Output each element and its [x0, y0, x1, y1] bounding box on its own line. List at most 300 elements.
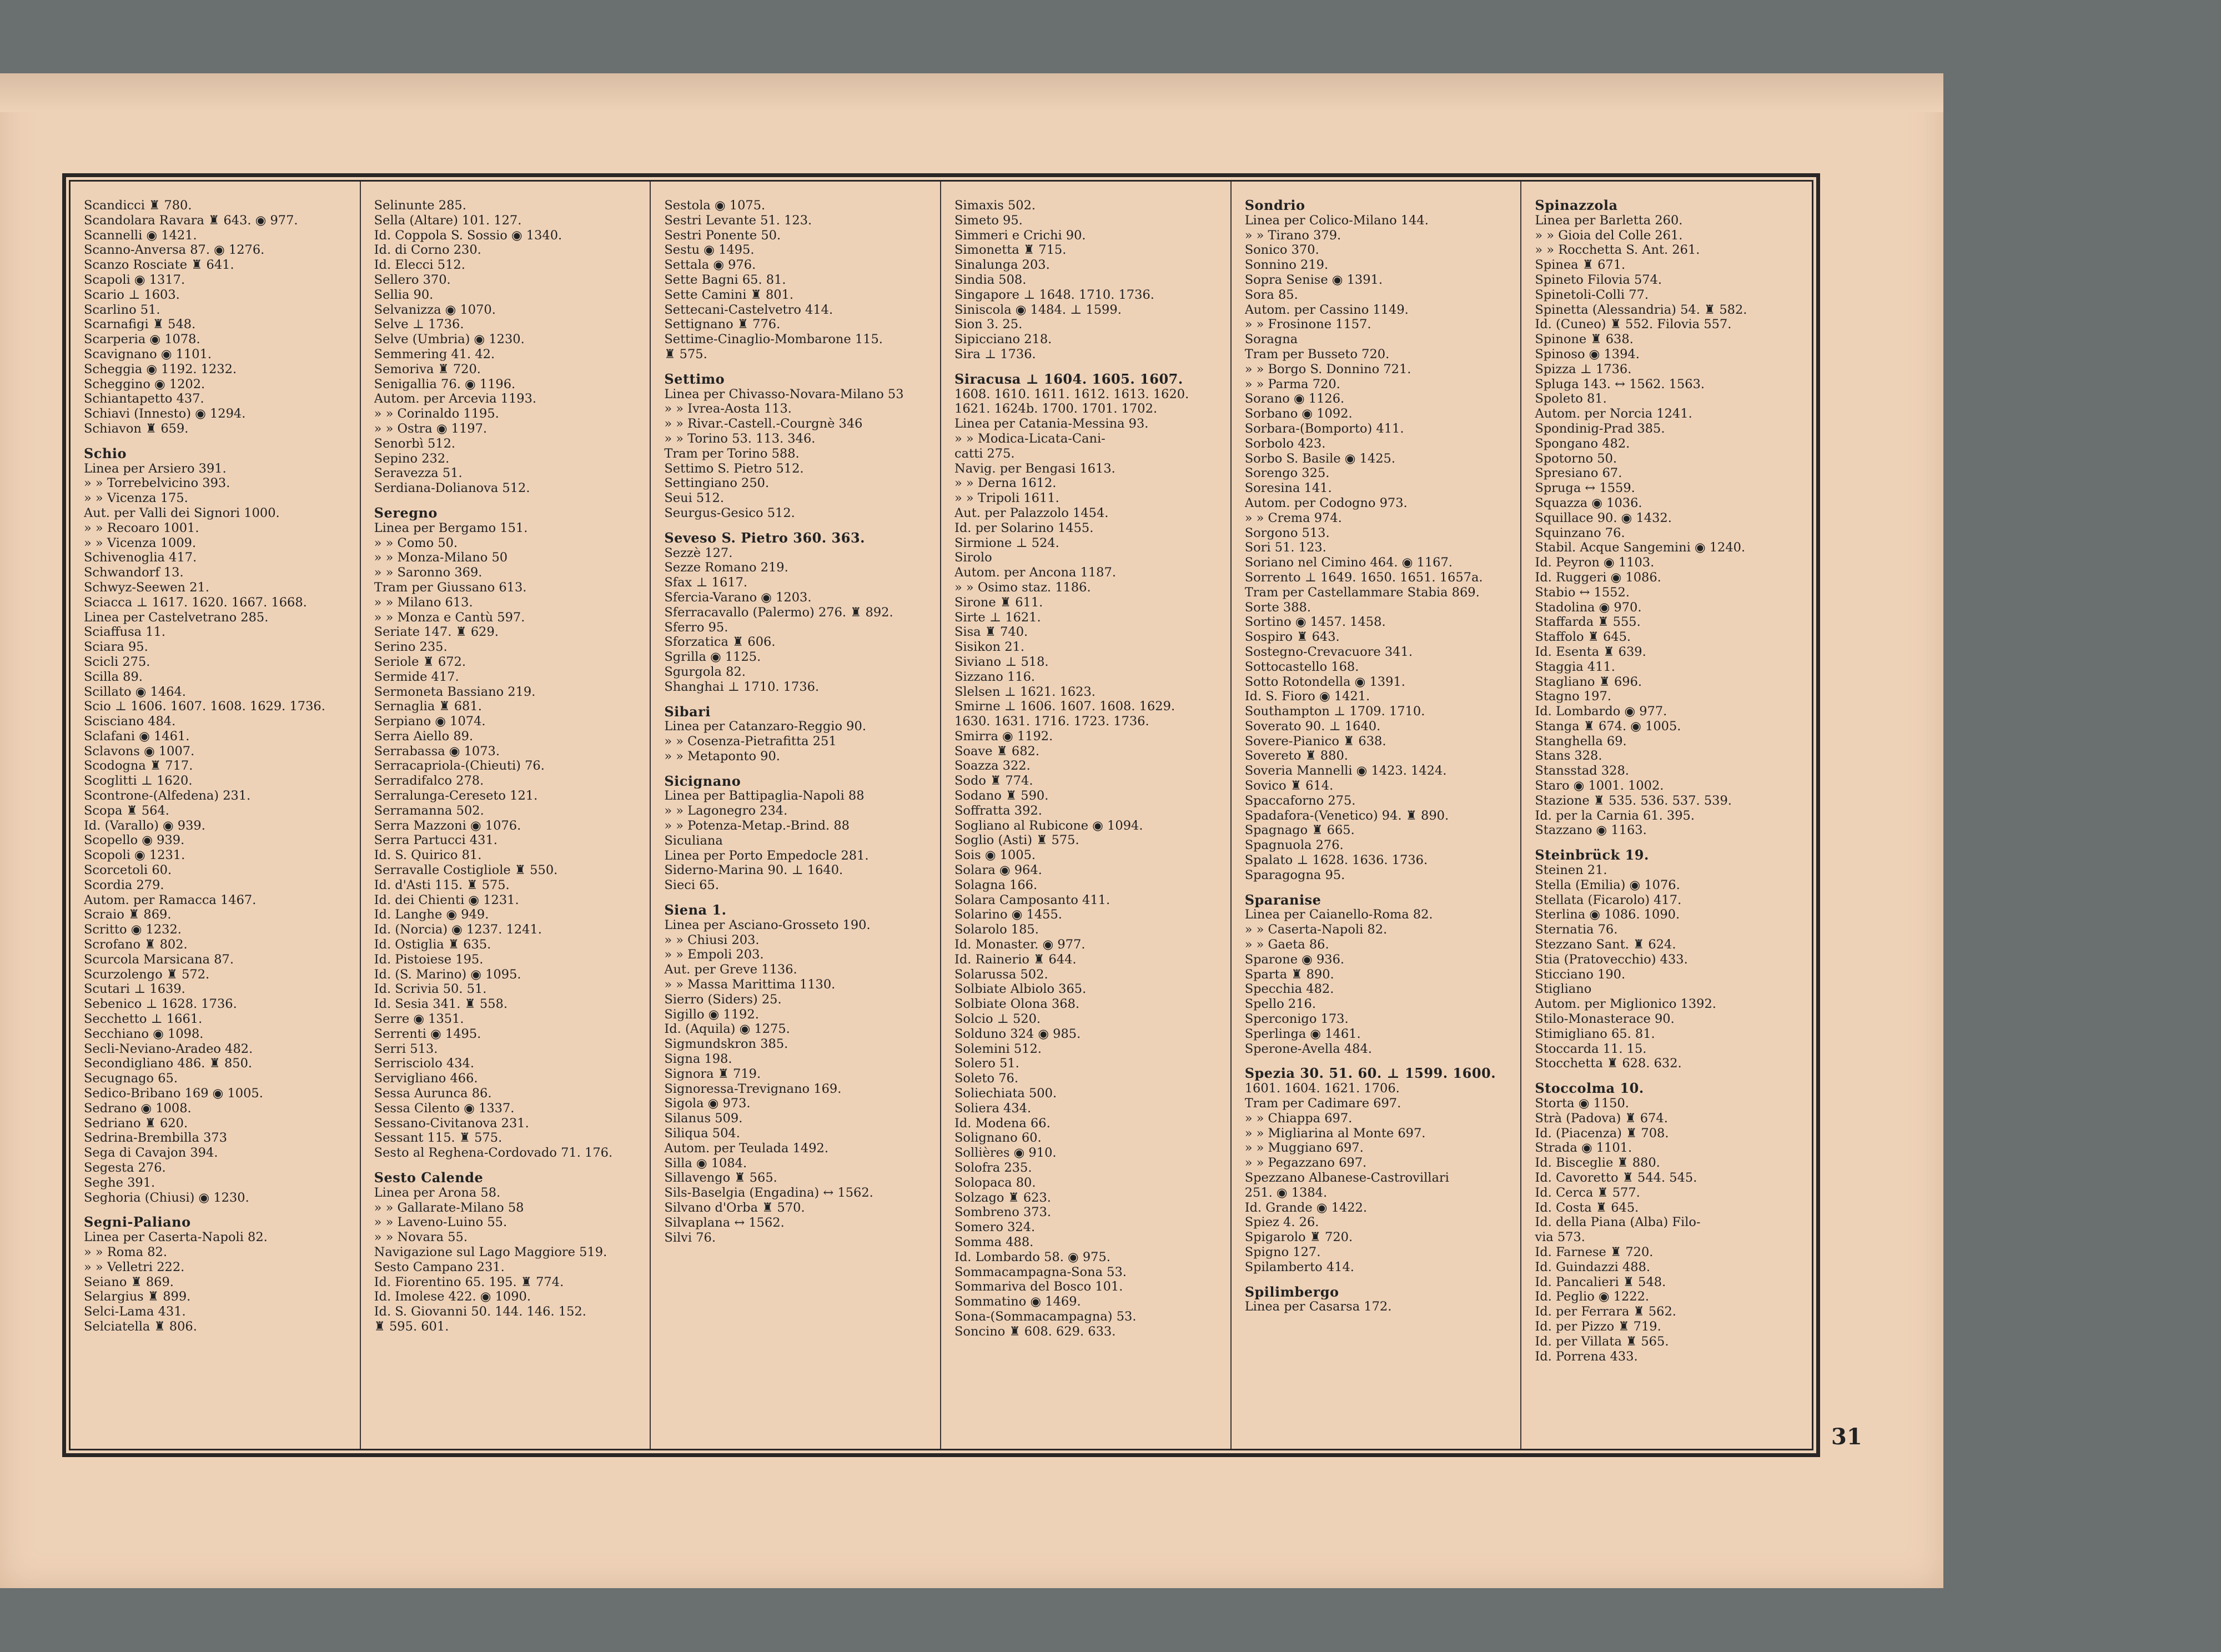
index-entry: Linea per Asciano-Grosseto 190.: [664, 917, 871, 932]
index-entry: Linea per Catanzaro-Reggio 90.: [664, 719, 866, 734]
index-heading: Segni-Paliano: [84, 1215, 191, 1231]
index-entry: Sogliano al Rubicone ◉ 1094.: [954, 818, 1143, 833]
index-entry: Sedico-Bribano 169 ◉ 1005.: [84, 1086, 263, 1101]
index-entry: Schiavi (Innesto) ◉ 1294.: [84, 406, 246, 421]
index-entry: Spinetta (Alessandria) 54. ♜ 582.: [1535, 302, 1747, 317]
index-entry: Settala ◉ 976.: [664, 258, 756, 273]
index-entry: Sella (Altare) 101. 127.: [374, 213, 522, 228]
index-entry: Linea per Porto Empedocle 281.: [664, 848, 869, 863]
index-entry: Sizzano 116.: [954, 669, 1036, 684]
index-entry: Soazza 322.: [954, 759, 1031, 774]
index-entry: Spoleto 81.: [1535, 391, 1607, 406]
index-entry: Somma 488.: [954, 1234, 1034, 1249]
index-entry: Scorcetoli 60.: [84, 863, 172, 878]
index-entry: Schivenoglia 417.: [84, 550, 197, 565]
index-entry: Tram per Torino 588.: [664, 446, 800, 461]
index-entry: » » Frosinone 1157.: [1244, 317, 1371, 332]
index-entry: Stansstad 328.: [1535, 764, 1629, 779]
index-entry: Silvi 76.: [664, 1230, 716, 1245]
index-entry: » » Vicenza 175.: [84, 491, 188, 506]
index-entry: Id. S. Giovanni 50. 144. 146. 152.: [374, 1304, 586, 1319]
index-table: [69, 180, 1813, 1450]
index-entry: Linea per Barletta 260.: [1535, 213, 1683, 228]
index-entry: Aut. per Valli dei Signori 1000.: [84, 505, 280, 520]
index-entry: Soragna: [1244, 332, 1298, 347]
index-entry: Sedrano ◉ 1008.: [84, 1101, 192, 1116]
index-entry: Id. Cerca ♜ 577.: [1535, 1185, 1640, 1200]
index-entry: Id. Coppola S. Sossio ◉ 1340.: [374, 228, 562, 243]
index-entry: Autom. per Norcia 1241.: [1535, 406, 1692, 421]
index-entry: Settingiano 250.: [664, 476, 770, 491]
index-entry: Sfax ⊥ 1617.: [664, 575, 748, 590]
index-entry: Sovereto ♜ 880.: [1244, 749, 1348, 764]
index-entry: Stia (Pratovecchio) 433.: [1535, 952, 1688, 967]
index-entry: Sipicciano 218.: [954, 332, 1052, 347]
index-entry: Scordia 279.: [84, 877, 164, 892]
index-entry: Id. Porrena 433.: [1535, 1349, 1638, 1364]
index-entry: Sorbo S. Basile ◉ 1425.: [1244, 451, 1395, 466]
index-entry: Id. Ruggeri ◉ 1086.: [1535, 570, 1661, 585]
index-entry: Settignano ♜ 776.: [664, 317, 781, 332]
index-entry: Stezzano Sant. ♜ 624.: [1535, 937, 1676, 952]
index-entry: Id. Ostiglia ♜ 635.: [374, 937, 491, 952]
index-entry: Autom. per Teulada 1492.: [664, 1141, 828, 1156]
index-entry: Id. Costa ♜ 645.: [1535, 1200, 1639, 1215]
index-entry: Sisikon 21.: [954, 640, 1024, 655]
index-entry: Strada ◉ 1101.: [1535, 1141, 1632, 1156]
index-entry: Strà (Padova) ♜ 674.: [1535, 1111, 1668, 1126]
index-entry: Soresina 141.: [1244, 481, 1332, 496]
index-entry: Serpiano ◉ 1074.: [374, 714, 486, 729]
index-heading: Sibari: [664, 704, 711, 720]
index-entry: Spagnuola 276.: [1244, 838, 1344, 853]
index-entry: Sorbano ◉ 1092.: [1244, 406, 1353, 421]
index-entry: » » Migliarina al Monte 697.: [1244, 1126, 1426, 1141]
index-entry: Stabil. Acque Sangemini ◉ 1240.: [1535, 540, 1746, 555]
index-entry: Spiez 4. 26.: [1244, 1215, 1319, 1230]
index-entry: » » Saronno 369.: [374, 565, 483, 580]
page-number: 31: [1831, 1424, 1862, 1450]
index-entry: Linea per Chivasso-Novara-Milano 53: [664, 386, 904, 401]
index-entry: Spongano 482.: [1535, 436, 1630, 451]
index-entry: Sepino 232.: [374, 451, 450, 466]
index-entry: Id. (Aquila) ◉ 1275.: [664, 1022, 790, 1037]
index-entry: Id. della Piana (Alba) Filo-: [1535, 1215, 1701, 1230]
index-entry: Id. Lombardo ◉ 977.: [1535, 704, 1667, 719]
index-entry: Sestu ◉ 1495.: [664, 243, 755, 258]
index-entry: Id. Rainerio ♜ 644.: [954, 952, 1077, 967]
index-column-1: [71, 182, 361, 1449]
index-entry: » » Novara 55.: [374, 1230, 468, 1245]
index-entry: Autom. per Codogno 973.: [1244, 495, 1408, 510]
index-entry: Sfercia-Varano ◉ 1203.: [664, 590, 812, 605]
index-entry: Sopra Senise ◉ 1391.: [1244, 272, 1383, 287]
index-entry: Scontrone-(Alfedena) 231.: [84, 789, 251, 804]
index-entry: 1601. 1604. 1621. 1706.: [1244, 1081, 1400, 1096]
index-entry: Id. Farnese ♜ 720.: [1535, 1244, 1654, 1259]
index-entry: Sestri Levante 51. 123.: [664, 213, 812, 228]
index-entry: Solzago ♜ 623.: [954, 1190, 1051, 1205]
index-entry: Serra Partucci 431.: [374, 833, 498, 848]
index-heading: Sicignano: [664, 774, 741, 789]
index-entry: Sona-(Sommacampagna) 53.: [954, 1309, 1137, 1324]
index-entry: Sedriano ♜ 620.: [84, 1116, 188, 1131]
index-entry: Shanghai ⊥ 1710. 1736.: [664, 679, 820, 694]
index-entry: Scarnafigi ♜ 548.: [84, 317, 196, 332]
index-entry: Solofra 235.: [954, 1161, 1032, 1175]
index-entry: Sommariva del Bosco 101.: [954, 1279, 1123, 1294]
index-entry: Scanzo Rosciate ♜ 641.: [84, 258, 234, 273]
index-entry: » » Roma 82.: [84, 1244, 168, 1259]
index-entry: Sellia 90.: [374, 287, 434, 302]
index-entry: Sorrento ⊥ 1649. 1650. 1651. 1657a.: [1244, 570, 1483, 585]
index-entry: Autom. per Arcevia 1193.: [374, 391, 537, 406]
index-entry: Id. per Pizzo ♜ 719.: [1535, 1319, 1661, 1334]
index-entry: Linea per Arona 58.: [374, 1185, 501, 1200]
index-entry: Solarussa 502.: [954, 967, 1048, 982]
index-entry: » » Chiappa 697.: [1244, 1111, 1353, 1126]
index-entry: Id. di Corno 230.: [374, 243, 481, 258]
index-entry: 1630. 1631. 1716. 1723. 1736.: [954, 714, 1149, 729]
index-entry: Tram per Cadimare 697.: [1244, 1096, 1401, 1111]
index-entry: Senorbì 512.: [374, 436, 456, 451]
index-entry: » » Tirano 379.: [1244, 228, 1341, 243]
index-entry: Stilo-Monasterace 90.: [1535, 1012, 1675, 1027]
index-entry: » » Gaeta 86.: [1244, 937, 1329, 952]
index-entry: » » Torino 53. 113. 346.: [664, 431, 816, 446]
index-entry: Scheggino ◉ 1202.: [84, 376, 205, 391]
index-entry: Id. Peglio ◉ 1222.: [1535, 1289, 1650, 1304]
index-entry: » » Empoli 203.: [664, 947, 764, 962]
index-entry: Scicli 275.: [84, 654, 150, 669]
index-entry: Secli-Neviano-Aradeo 482.: [84, 1041, 253, 1056]
index-entry: Spagnago ♜ 665.: [1244, 823, 1355, 838]
index-entry: » » Gioia del Colle 261.: [1535, 228, 1683, 243]
index-entry: Id. Lombardo 58. ◉ 975.: [954, 1249, 1110, 1264]
index-entry: » » Potenza-Metap.-Brind. 88: [664, 819, 850, 833]
index-entry: Spigno 127.: [1244, 1244, 1321, 1259]
index-entry: Schwandorf 13.: [84, 565, 184, 580]
index-entry: Sodano ♜ 590.: [954, 789, 1049, 804]
index-entry: Scutari ⊥ 1639.: [84, 982, 185, 997]
index-entry: Tram per Castellammare Stabia 869.: [1244, 585, 1480, 600]
index-entry: Navigazione sul Lago Maggiore 519.: [374, 1244, 607, 1259]
index-entry: Solbiate Albiolo 365.: [954, 982, 1087, 997]
index-entry: Id. (Norcia) ◉ 1237. 1241.: [374, 922, 542, 937]
index-entry: Soliera 434.: [954, 1101, 1032, 1116]
index-entry: Sion 3. 25.: [954, 317, 1023, 332]
index-entry: Sferro 95.: [664, 620, 728, 635]
index-entry: catti 275.: [954, 446, 1015, 461]
index-entry: » » Modica-Licata-Cani-: [954, 431, 1106, 446]
index-entry: Id. S. Fioro ◉ 1421.: [1244, 689, 1370, 704]
index-column-6: [1521, 182, 1812, 1449]
index-entry: Selve ⊥ 1736.: [374, 317, 464, 332]
index-entry: via 573.: [1535, 1230, 1585, 1245]
index-entry: Stans 328.: [1535, 749, 1602, 764]
index-entry: » » Crema 974.: [1244, 510, 1342, 525]
index-entry: Simmeri e Crichi 90.: [954, 228, 1086, 243]
index-entry: Sira ⊥ 1736.: [954, 347, 1036, 361]
index-entry: » » Cosenza-Pietrafitta 251: [664, 734, 837, 749]
index-entry: Linea per Caianello-Roma 82.: [1244, 907, 1433, 922]
index-entry: Id. Cavoretto ♜ 544. 545.: [1535, 1171, 1697, 1185]
index-entry: » » Velletri 222.: [84, 1259, 185, 1274]
index-entry: Sonico 370.: [1244, 243, 1319, 258]
index-entry: Storta ◉ 1150.: [1535, 1096, 1629, 1111]
index-entry: Spizza ⊥ 1736.: [1535, 361, 1632, 376]
index-entry: Silvano d'Orba ♜ 570.: [664, 1201, 805, 1215]
index-entry: Solcio ⊥ 520.: [954, 1012, 1041, 1027]
index-entry: » » Monza-Milano 50: [374, 550, 508, 565]
index-entry: Scario ⊥ 1603.: [84, 287, 180, 302]
index-entry: Soffratta 392.: [954, 803, 1042, 818]
index-entry: Sestola ◉ 1075.: [664, 198, 766, 213]
index-entry: Sette Camini ♜ 801.: [664, 287, 794, 302]
index-entry: Spinetoli-Colli 77.: [1535, 287, 1649, 302]
index-entry: Id. Pistoiese 195.: [374, 952, 484, 967]
index-entry: Sesto al Reghena-Cordovado 71. 176.: [374, 1146, 613, 1161]
index-entry: Settime-Cinaglio-Mombarone 115.: [664, 332, 883, 347]
index-entry: Stazzano ◉ 1163.: [1535, 823, 1647, 838]
index-entry: Silanus 509.: [664, 1111, 743, 1126]
index-entry: Sigillo ◉ 1192.: [664, 1007, 759, 1022]
index-entry: Singapore ⊥ 1648. 1710. 1736.: [954, 287, 1154, 302]
index-entry: Stigliano: [1535, 982, 1592, 997]
index-entry: Serri 513.: [374, 1041, 438, 1056]
index-entry: Sillavengo ♜ 565.: [664, 1171, 777, 1186]
index-entry: Staro ◉ 1001. 1002.: [1535, 779, 1664, 794]
index-heading: Schio: [84, 446, 127, 461]
index-heading: Sesto Calende: [374, 1171, 484, 1186]
index-entry: Sebenico ⊥ 1628. 1736.: [84, 997, 237, 1012]
index-entry: Sette Bagni 65. 81.: [664, 272, 786, 287]
index-entry: » » Ostra ◉ 1197.: [374, 421, 488, 436]
index-entry: Id. per Villata ♜ 565.: [1535, 1334, 1669, 1349]
index-entry: Spilamberto 414.: [1244, 1259, 1354, 1274]
index-entry: Siculiana: [664, 833, 723, 848]
index-entry: Sparagogna 95.: [1244, 867, 1345, 882]
index-entry: Id. Sesia 341. ♜ 558.: [374, 997, 507, 1012]
index-entry: Spineto Filovia 574.: [1535, 272, 1662, 287]
index-entry: Sigola ◉ 973.: [664, 1096, 751, 1111]
index-heading: Settimo: [664, 371, 725, 387]
index-entry: Soriano nel Cimino 464. ◉ 1167.: [1244, 555, 1453, 570]
index-entry: Id. d'Asti 115. ♜ 575.: [374, 877, 510, 892]
index-entry: Linea per Catania-Messina 93.: [954, 416, 1149, 431]
index-entry: Id. Bisceglie ♜ 880.: [1535, 1156, 1660, 1171]
index-entry: Stadolina ◉ 970.: [1535, 600, 1642, 615]
index-entry: Solero 51.: [954, 1056, 1019, 1071]
index-entry: » » Lagonegro 234.: [664, 804, 788, 819]
index-heading: Siracusa ⊥ 1604. 1605. 1607.: [954, 371, 1183, 387]
index-entry: Sorbolo 423.: [1244, 436, 1326, 451]
index-entry: Scodogna ♜ 717.: [84, 759, 193, 774]
index-entry: 1608. 1610. 1611. 1612. 1613. 1620.: [954, 386, 1189, 401]
index-entry: Id. Imolese 422. ◉ 1090.: [374, 1289, 531, 1304]
index-entry: Sottocastello 168.: [1244, 659, 1359, 674]
index-entry: » » Parma 720.: [1244, 376, 1340, 391]
index-entry: Soncino ♜ 608. 629. 633.: [954, 1324, 1116, 1339]
index-entry: Sferracavallo (Palermo) 276. ♜ 892.: [664, 605, 893, 620]
index-entry: » » Chiusi 203.: [664, 932, 760, 947]
index-entry: Id. Guindazzi 488.: [1535, 1259, 1651, 1274]
index-heading: Spilimbergo: [1244, 1284, 1339, 1300]
index-entry: Scillato ◉ 1464.: [84, 684, 186, 699]
index-entry: Soliechiata 500.: [954, 1086, 1057, 1101]
index-entry: Autom. per Cassino 1149.: [1244, 302, 1409, 317]
index-entry: Stella (Emilia) ◉ 1076.: [1535, 877, 1680, 892]
index-entry: Solara Camposanto 411.: [954, 892, 1110, 907]
index-entry: Stocchetta ♜ 628. 632.: [1535, 1056, 1682, 1071]
index-entry: Sparone ◉ 936.: [1244, 952, 1345, 967]
index-entry: Scheggia ◉ 1192. 1232.: [84, 361, 237, 376]
index-entry: Serino 235.: [374, 640, 448, 655]
index-entry: Semmering 41. 42.: [374, 347, 495, 361]
index-entry: » » Metaponto 90.: [664, 749, 780, 764]
index-entry: » » Muggiano 697.: [1244, 1141, 1364, 1156]
index-entry: Stanghella 69.: [1535, 734, 1627, 749]
index-entry: Serrenti ◉ 1495.: [374, 1026, 481, 1041]
index-entry: » » Borgo S. Donnino 721.: [1244, 361, 1411, 376]
index-entry: » » Ivrea-Aosta 113.: [664, 401, 792, 416]
index-entry: Id. (Varallo) ◉ 939.: [84, 818, 205, 833]
index-entry: Seui 512.: [664, 491, 725, 506]
index-entry: Settimo S. Pietro 512.: [664, 461, 804, 476]
index-entry: Stazione ♜ 535. 536. 537. 539.: [1535, 793, 1732, 808]
index-entry: Seiano ♜ 869.: [84, 1274, 174, 1289]
index-entry: » » Massa Marittima 1130.: [664, 977, 836, 992]
index-entry: Scraio ♜ 869.: [84, 907, 172, 922]
index-entry: Spinone ♜ 638.: [1535, 332, 1634, 347]
index-entry: Spigarolo ♜ 720.: [1244, 1230, 1353, 1245]
index-entry: Stoccarda 11. 15.: [1535, 1041, 1647, 1056]
index-entry: Serravalle Costigliole ♜ 550.: [374, 863, 558, 878]
index-entry: Id. per la Carnia 61. 395.: [1535, 808, 1695, 823]
index-entry: Silvaplana ↔ 1562.: [664, 1215, 785, 1230]
index-entry: » » Caserta-Napoli 82.: [1244, 922, 1388, 937]
index-entry: Id. (Piacenza) ♜ 708.: [1535, 1126, 1669, 1141]
index-entry: Spotorno 50.: [1535, 451, 1617, 466]
index-entry: Sperconigo 173.: [1244, 1012, 1349, 1027]
index-entry: Tram per Busseto 720.: [1244, 347, 1390, 361]
index-entry: » » Milano 613.: [374, 595, 473, 610]
index-entry: Sticciano 190.: [1535, 967, 1626, 982]
index-entry: Sternatia 76.: [1535, 922, 1618, 937]
index-entry: » » Recoaro 1001.: [84, 520, 199, 535]
index-entry: Secondigliano 486. ♜ 850.: [84, 1056, 253, 1071]
index-entry: Specchia 482.: [1244, 982, 1334, 997]
index-entry: 251. ◉ 1384.: [1244, 1185, 1328, 1200]
index-entry: Seghoria (Chiusi) ◉ 1230.: [84, 1190, 249, 1205]
index-entry: Spinoso ◉ 1394.: [1535, 347, 1640, 361]
index-entry: Sombreno 373.: [954, 1205, 1052, 1220]
index-entry: Staffarda ♜ 555.: [1535, 615, 1641, 630]
index-entry: Sessa Cilento ◉ 1337.: [374, 1101, 515, 1116]
index-entry: Id. (S. Marino) ◉ 1095.: [374, 967, 521, 982]
index-entry: Linea per Battipaglia-Napoli 88: [664, 789, 865, 804]
index-entry: Serra Aiello 89.: [374, 729, 474, 744]
index-entry: » » Torrebelvicino 393.: [84, 476, 230, 491]
index-entry: Spresiano 67.: [1535, 466, 1622, 481]
index-entry: Scurzolengo ♜ 572.: [84, 967, 210, 982]
index-entry: Schiavon ♜ 659.: [84, 421, 189, 436]
index-entry: Schiantapetto 437.: [84, 391, 204, 406]
index-entry: » » Corinaldo 1195.: [374, 406, 499, 421]
index-entry: Senigallia 76. ◉ 1196.: [374, 376, 516, 391]
index-heading: Sondrio: [1244, 198, 1305, 213]
index-entry: Solara ◉ 964.: [954, 863, 1042, 878]
index-entry: Squinzano 76.: [1535, 525, 1625, 540]
index-entry: Siderno-Marina 90. ⊥ 1640.: [664, 863, 843, 878]
index-entry: Scurcola Marsicana 87.: [84, 952, 234, 967]
index-entry: Squillace 90. ◉ 1432.: [1535, 510, 1672, 525]
index-entry: Spinea ♜ 671.: [1535, 258, 1626, 273]
index-entry: Spezzano Albanese-Castrovillari: [1244, 1171, 1449, 1185]
index-entry: ♜ 575.: [664, 347, 707, 361]
index-entry: Id. Elecci 512.: [374, 258, 465, 273]
index-entry: Sellero 370.: [374, 272, 451, 287]
index-entry: Sirone ♜ 611.: [954, 595, 1043, 610]
index-entry: Sovico ♜ 614.: [1244, 779, 1334, 794]
index-entry: Spruga ↔ 1559.: [1535, 481, 1635, 496]
index-entry: Sirmione ⊥ 524.: [954, 535, 1059, 550]
index-entry: Sorano ◉ 1126.: [1244, 391, 1345, 406]
index-entry: Siviano ⊥ 518.: [954, 654, 1049, 669]
index-entry: Aut. per Palazzolo 1454.: [954, 505, 1109, 520]
index-entry: 1621. 1624b. 1700. 1701. 1702.: [954, 401, 1158, 416]
index-entry: Slelsen ⊥ 1621. 1623.: [954, 684, 1096, 699]
index-entry: Sonnino 219.: [1244, 258, 1329, 273]
index-entry: Sessano-Civitanova 231.: [374, 1116, 529, 1131]
index-entry: Navig. per Bengasi 1613.: [954, 461, 1115, 476]
index-entry: Scanno-Anversa 87. ◉ 1276.: [84, 243, 265, 258]
index-entry: Sciacca ⊥ 1617. 1620. 1667. 1668.: [84, 595, 307, 610]
index-entry: Sisa ♜ 740.: [954, 625, 1028, 640]
index-entry: Linea per Caserta-Napoli 82.: [84, 1230, 268, 1245]
index-column-2: [361, 182, 651, 1449]
index-entry: Stimigliano 65. 81.: [1535, 1026, 1655, 1041]
index-entry: Simaxis 502.: [954, 198, 1036, 213]
index-entry: Sortino ◉ 1457. 1458.: [1244, 615, 1386, 630]
index-entry: Sierro (Siders) 25.: [664, 992, 782, 1007]
index-entry: Scilla 89.: [84, 669, 143, 684]
index-entry: Sedrina-Brembilla 373: [84, 1131, 228, 1146]
index-entry: Simonetta ♜ 715.: [954, 243, 1067, 258]
index-column-4: [941, 182, 1232, 1449]
index-entry: Serramanna 502.: [374, 803, 484, 818]
index-entry: Scarlino 51.: [84, 302, 160, 317]
index-heading: Spinazzola: [1535, 198, 1618, 213]
index-column-3: [651, 182, 941, 1449]
index-entry: Sciara 95.: [84, 640, 148, 655]
index-entry: Sorgono 513.: [1244, 525, 1330, 540]
index-entry: Sterlina ◉ 1086. 1090.: [1535, 907, 1680, 922]
index-entry: » » Pegazzano 697.: [1244, 1156, 1367, 1171]
index-entry: Spondinig-Prad 385.: [1535, 421, 1665, 436]
index-column-5: [1232, 182, 1522, 1449]
index-entry: Spello 216.: [1244, 997, 1316, 1012]
index-entry: Id. Pancalieri ♜ 548.: [1535, 1274, 1666, 1289]
index-entry: Solignano 60.: [954, 1131, 1042, 1146]
index-entry: Scisciano 484.: [84, 714, 176, 729]
index-entry: Autom. per Miglionico 1392.: [1535, 997, 1716, 1012]
index-entry: Stanga ♜ 674. ◉ 1005.: [1535, 719, 1681, 734]
index-entry: » » Gallarate-Milano 58: [374, 1200, 524, 1215]
index-entry: Seghe 391.: [84, 1175, 155, 1190]
index-entry: Sclavons ◉ 1007.: [84, 744, 195, 759]
index-entry: Stagno 197.: [1535, 689, 1611, 704]
